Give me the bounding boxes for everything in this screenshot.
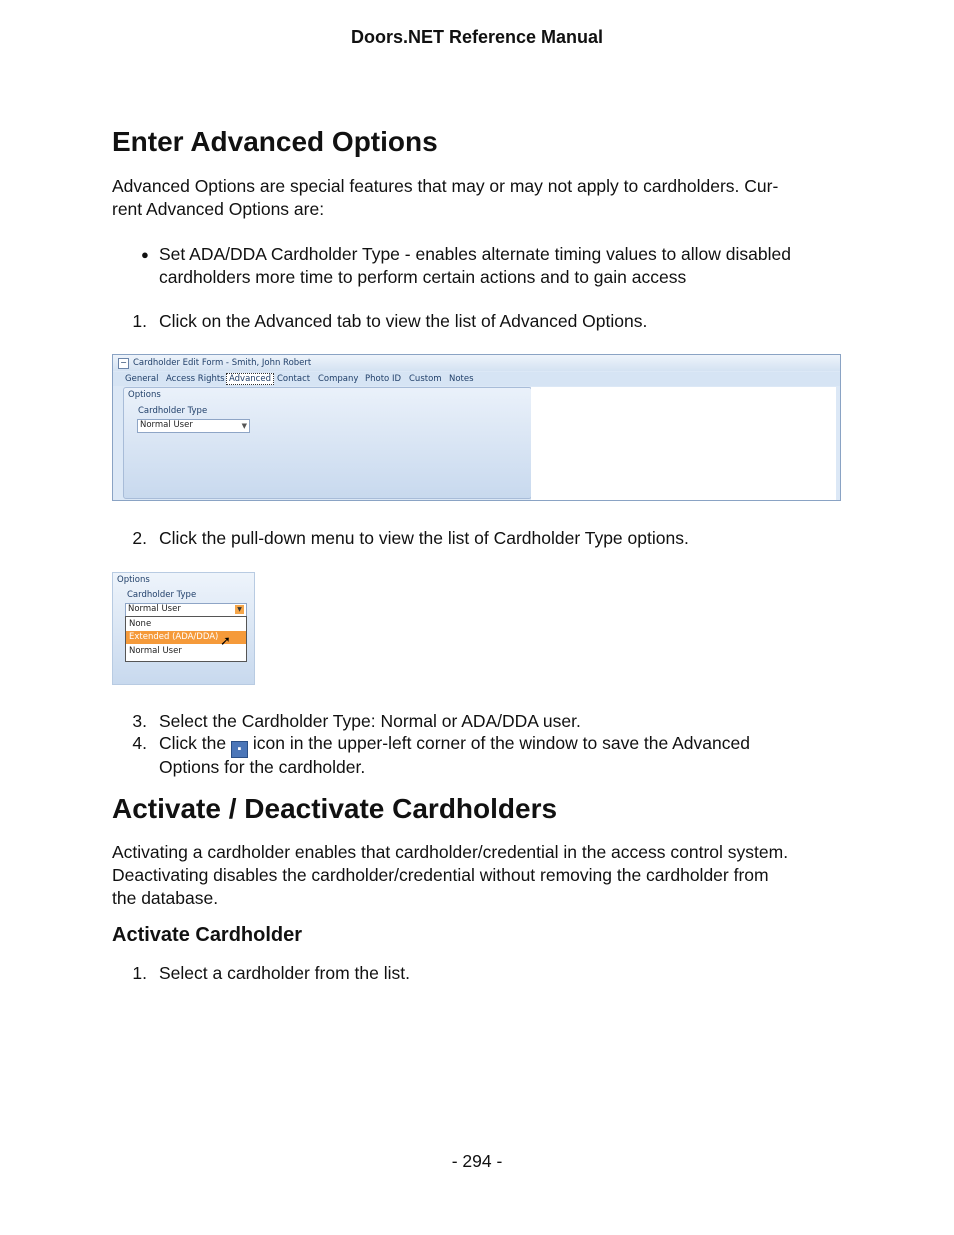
cardholder-type-label: Cardholder Type (127, 590, 197, 600)
step-4-line-2: Options for the cardholder. (159, 757, 366, 777)
bullet-icon: ● (141, 247, 149, 262)
step-text-before: Click the (159, 733, 227, 753)
step-number: 1. (132, 311, 147, 331)
section-heading-activate-deactivate: Activate / Deactivate Cardholders (112, 793, 558, 824)
step-number: 1. (132, 963, 147, 983)
options-group (123, 387, 532, 499)
cardholder-type-select[interactable] (137, 419, 250, 433)
intro-line-2: rent Advanced Options are: (112, 199, 325, 219)
tab-bar (113, 372, 840, 386)
minimize-icon[interactable]: − (118, 358, 129, 369)
bullet-line-2: cardholders more time to perform certain actions and to gain access (159, 267, 687, 287)
mouse-cursor-icon: ➚ (220, 634, 231, 649)
bullet-line-1: Set ADA/DDA Cardholder Type - enables alternate timing values to allow disabled (159, 244, 791, 264)
section-heading-advanced-options: Enter Advanced Options (112, 126, 438, 157)
chevron-down-icon[interactable]: ▼ (235, 605, 244, 614)
cardholder-type-select[interactable] (125, 603, 247, 617)
cardholder-edit-form-screenshot (112, 354, 841, 501)
cardholder-type-value: Normal User (140, 420, 193, 430)
step-number: 4. (132, 733, 147, 753)
chevron-down-icon: ▼ (241, 422, 247, 430)
tab-access-rights[interactable]: Access Rights (166, 374, 225, 384)
step-text: Click on the Advanced tab to view the list of Advanced Options. (159, 311, 648, 331)
activate-para-line-1: Activating a cardholder enables that cardholder/credential in the access control system. (112, 842, 789, 862)
cardholder-type-dropdown-screenshot (112, 572, 255, 685)
step-text-after: icon in the upper-left corner of the window to save the Advanced (252, 733, 750, 753)
cardholder-type-value: Normal User (128, 604, 181, 614)
window-title: Cardholder Edit Form - Smith, John Robert (133, 358, 312, 368)
step-number: 2. (132, 528, 147, 548)
subheading-activate-cardholder: Activate Cardholder (112, 924, 303, 946)
tab-general[interactable]: General (125, 374, 159, 384)
option-normal-user[interactable]: Normal User (129, 646, 182, 656)
step-text: Select a cardholder from the list. (159, 963, 410, 983)
step-text (159, 731, 750, 758)
options-group-label: Options (128, 390, 161, 400)
options-group-label: Options (117, 575, 150, 585)
tab-company[interactable]: Company (318, 374, 359, 384)
tab-advanced[interactable]: Advanced (226, 373, 274, 385)
tab-contact[interactable]: Contact (277, 374, 311, 384)
page-number: - 294 - (451, 1151, 503, 1171)
step-number: 3. (132, 711, 147, 731)
save-icon: ▪ (231, 741, 248, 758)
form-content-area (531, 387, 836, 500)
running-header: Doors.NET Reference Manual (350, 27, 604, 47)
tab-photo-id[interactable]: Photo ID (365, 374, 402, 384)
option-extended-ada-dda[interactable]: Extended (ADA/DDA) (126, 631, 246, 644)
intro-line-1: Advanced Options are special features that may or may not apply to cardholders. Cur- (112, 176, 779, 196)
activate-para-line-2: Deactivating disables the cardholder/credential without removing the cardholder from (112, 865, 769, 885)
tab-custom[interactable]: Custom (409, 374, 442, 384)
step-text: Click the pull-down menu to view the list of Cardholder Type options. (159, 528, 689, 548)
step-text: Select the Cardholder Type: Normal or ADA/DDA user. (159, 711, 581, 731)
activate-para-line-3: the database. (112, 888, 219, 908)
tab-notes[interactable]: Notes (449, 374, 474, 384)
cardholder-type-label: Cardholder Type (138, 406, 208, 416)
window-titlebar (113, 355, 840, 371)
option-none[interactable]: None (129, 619, 152, 629)
